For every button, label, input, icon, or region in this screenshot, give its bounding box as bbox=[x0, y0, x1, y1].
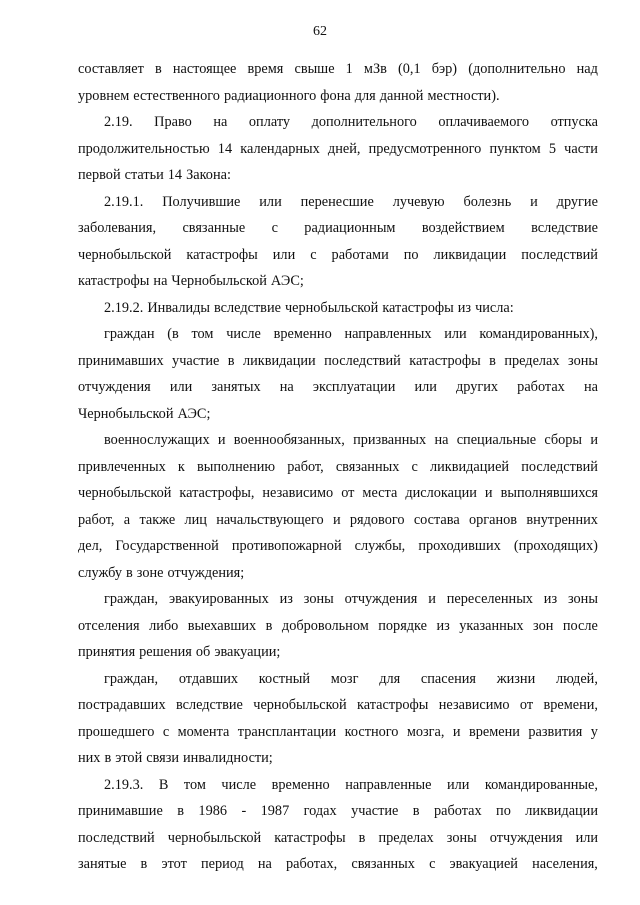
text-line: военнослужащих и военнообязанных, призванных на специальные сборы и bbox=[104, 432, 598, 448]
text-line: граждан, эвакуированных из зоны отчуждения и переселенных из зоны bbox=[104, 591, 598, 607]
paragraph bbox=[78, 295, 598, 322]
text-line: составляет в настоящее время свыше 1 мЗв (0,1 бэр) (дополнительно над bbox=[78, 61, 598, 77]
text-line: принятия решения об эвакуации; bbox=[78, 644, 281, 660]
text-line: службу в зоне отчуждения; bbox=[78, 564, 245, 581]
page-number: 62 bbox=[313, 24, 327, 39]
paragraph bbox=[78, 109, 598, 189]
text-line: продолжительностью 14 календарных дней, предусмотренного пунктом 5 части bbox=[78, 140, 598, 157]
paragraph bbox=[78, 56, 598, 109]
text-line: граждан (в том числе временно направленных или командированных), bbox=[104, 326, 598, 342]
text-line: привлеченных к выполнению работ, связанных с ликвидацией последствий bbox=[78, 458, 598, 475]
text-line: прошедшего с момента трансплантации костного мозга, и времени развития у bbox=[78, 723, 598, 740]
paragraph bbox=[78, 189, 598, 295]
text-line: отчуждения или занятых на эксплуатации или других работах на bbox=[78, 379, 598, 395]
text-line: 2.19.1. Получившие или перенесшие лучевую болезнь и другие bbox=[104, 193, 598, 210]
text-line: 2.19.3. В том числе временно направленные или командированные, bbox=[104, 776, 598, 793]
text-line: них в этой связи инвалидности; bbox=[78, 750, 273, 766]
paragraph bbox=[78, 772, 598, 878]
paragraph bbox=[78, 321, 598, 427]
text-line: дел, Государственной противопожарной службы, проходивших (проходящих) bbox=[78, 538, 598, 554]
text-line: Чернобыльской АЭС; bbox=[78, 405, 211, 422]
paragraph bbox=[78, 427, 598, 586]
text-line: 2.19. Право на оплату дополнительного оплачиваемого отпуска bbox=[104, 114, 598, 130]
text-line: заболевания, связанные с радиационным воздействием вследствие bbox=[78, 220, 598, 236]
text-line: первой статьи 14 Закона: bbox=[78, 167, 231, 183]
text-line: катастрофы на Чернобыльской АЭС; bbox=[78, 273, 304, 289]
document-body bbox=[78, 56, 598, 878]
text-line: чернобыльской катастрофы, независимо от места дислокации и выполнявшихся bbox=[78, 485, 598, 501]
text-line: работ, а также лиц начальствующего и рядового состава органов внутренних bbox=[78, 511, 598, 528]
text-line: чернобыльской катастрофы или с работами по ликвидации последствий bbox=[78, 246, 598, 263]
text-line: пострадавших вследствие чернобыльской катастрофы независимо от времени, bbox=[78, 697, 598, 713]
text-line: принимавших участие в ликвидации последствий катастрофы в пределах зоны bbox=[78, 352, 598, 369]
paragraph bbox=[78, 666, 598, 772]
text-line: принимавшие в 1986 - 1987 годах участие в работах по ликвидации bbox=[78, 803, 598, 819]
text-line: 2.19.2. Инвалиды вследствие чернобыльской катастрофы из числа: bbox=[104, 299, 514, 316]
text-line: последствий чернобыльской катастрофы в пределах зоны отчуждения или bbox=[78, 829, 598, 846]
text-line: отселения либо выехавших в добровольном порядке из указанных зон после bbox=[78, 617, 598, 634]
text-line: занятые в этот период на работах, связанных с эвакуацией населения, bbox=[78, 856, 598, 872]
text-line: уровнем естественного радиационного фона для данной местности). bbox=[78, 87, 500, 104]
paragraph bbox=[78, 586, 598, 666]
text-line: граждан, отдавших костный мозг для спасения жизни людей, bbox=[104, 670, 598, 687]
